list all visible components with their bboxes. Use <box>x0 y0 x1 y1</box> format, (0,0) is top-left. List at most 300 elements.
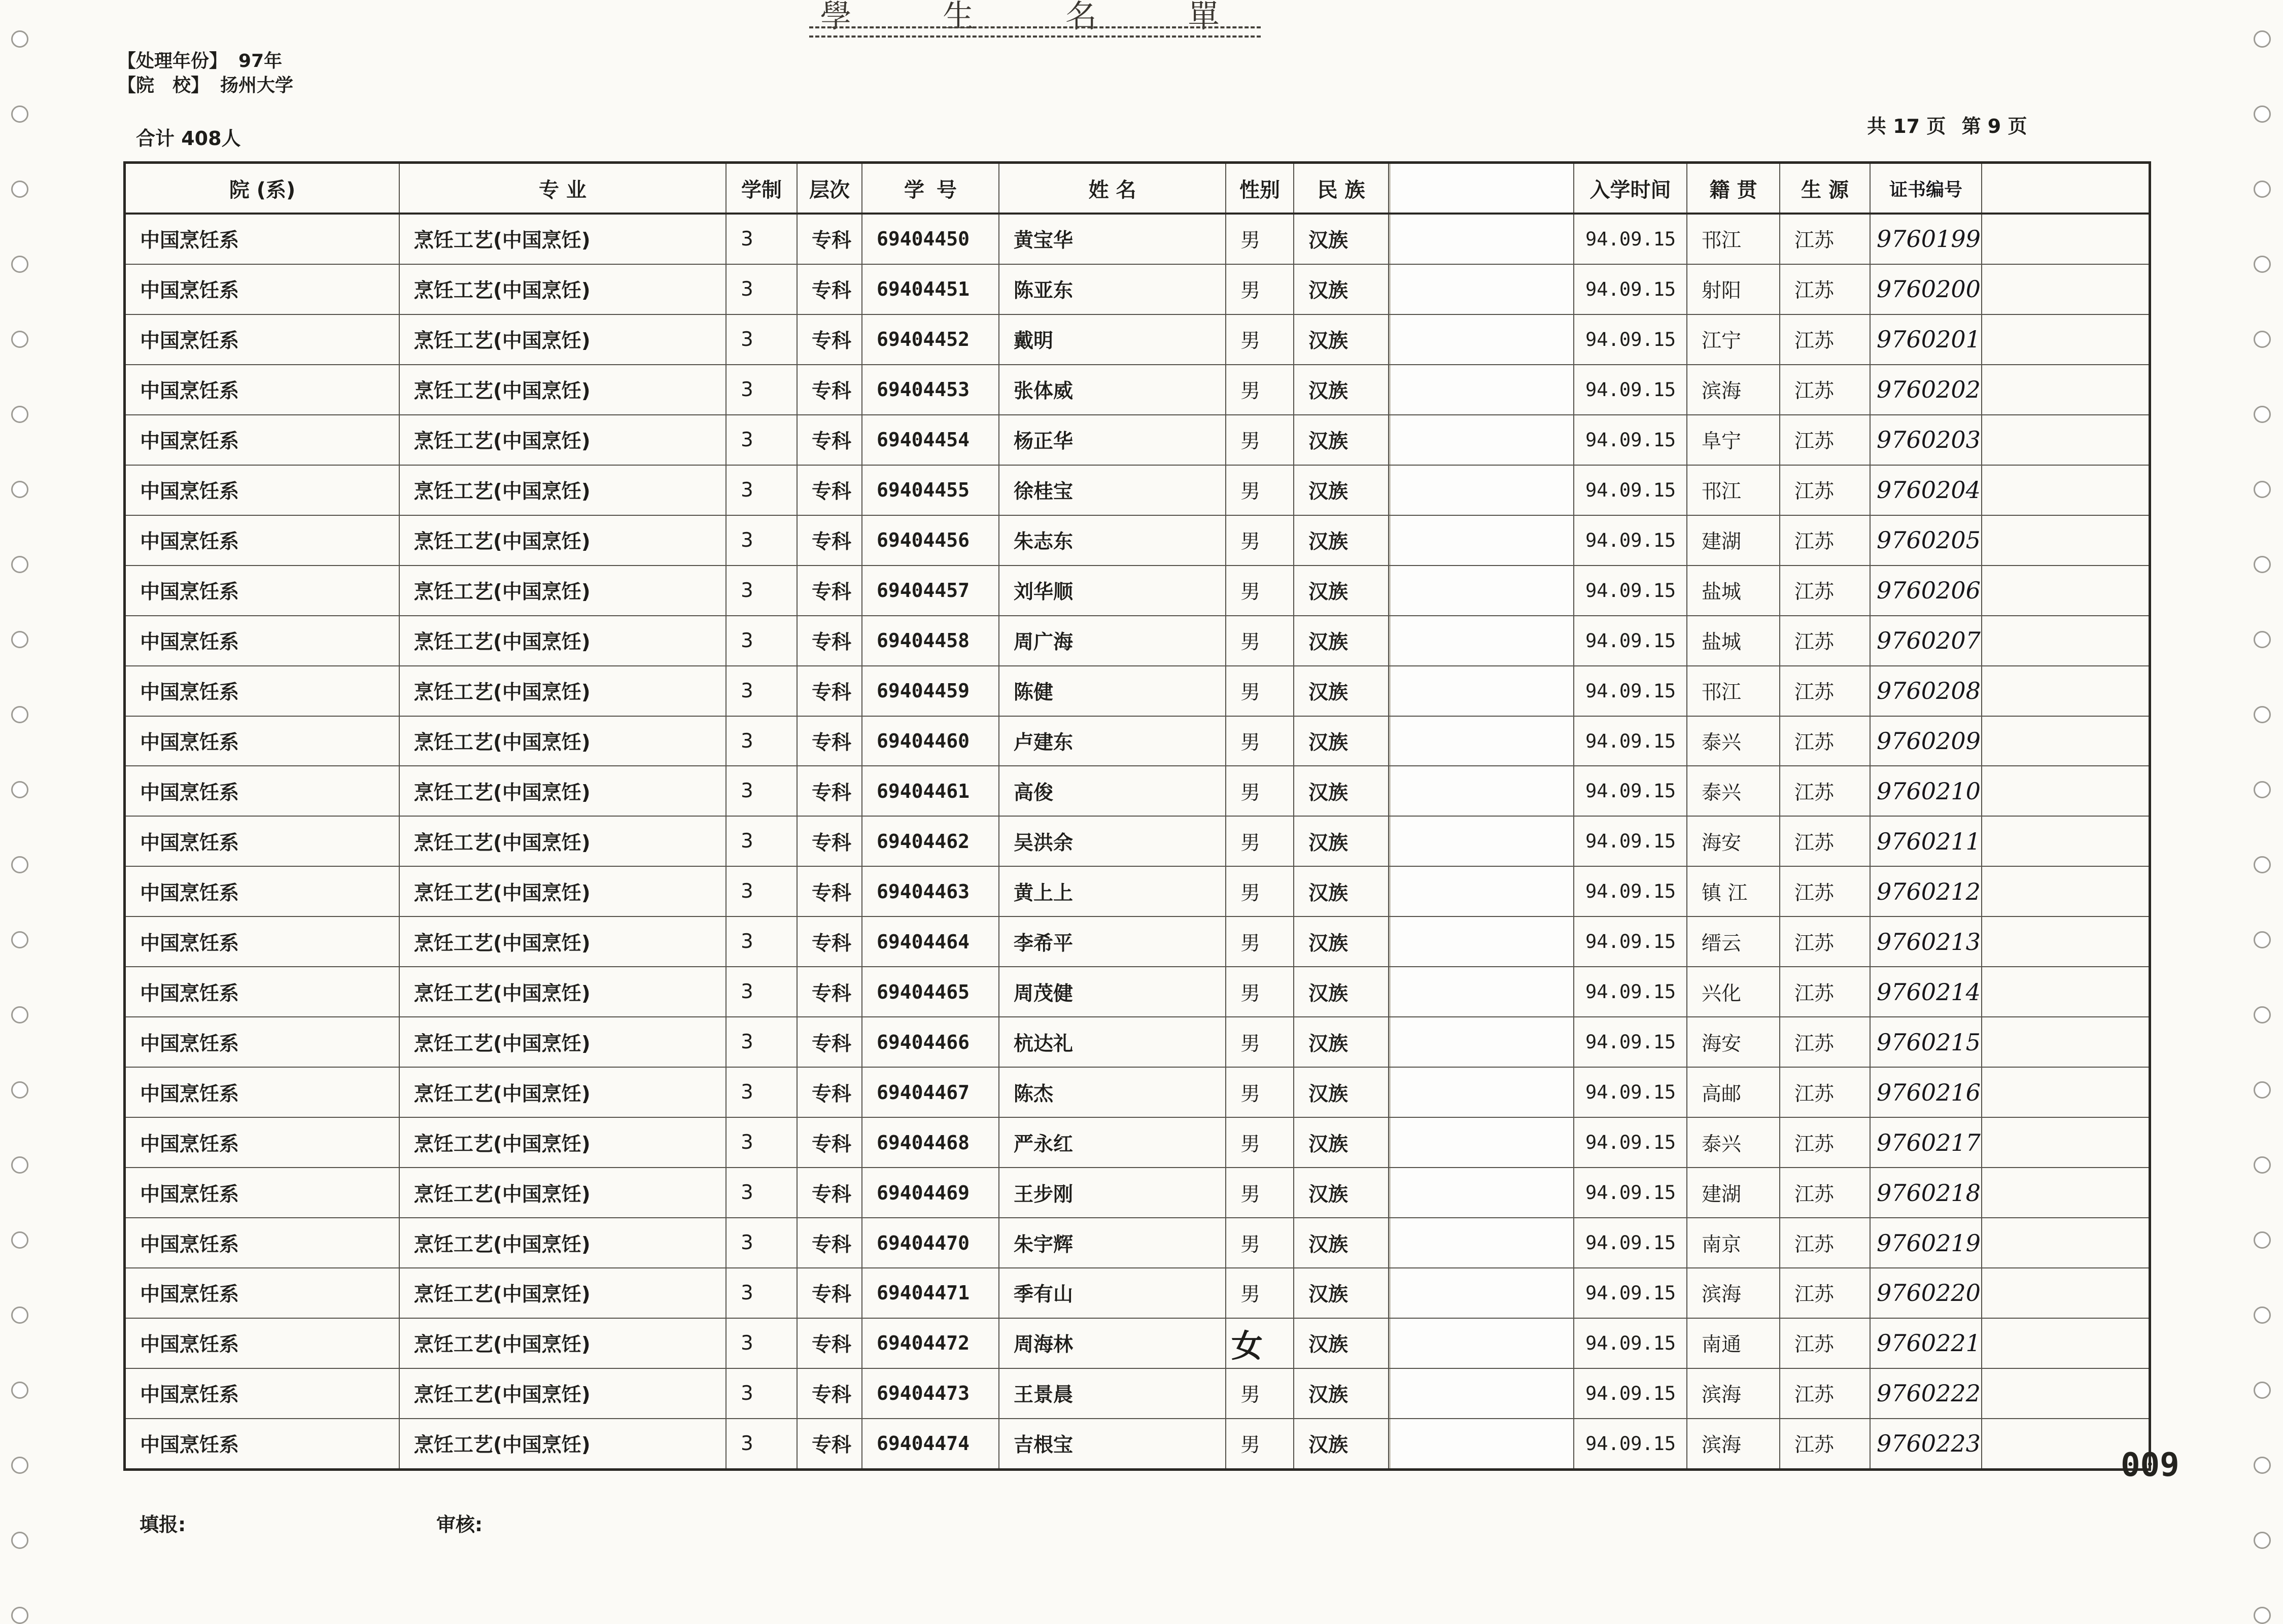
cell-name: 陈健 <box>999 666 1226 716</box>
cell-student-id: 69404470 <box>862 1218 999 1267</box>
cell-origin: 江苏 <box>1780 967 1871 1016</box>
cell-spare <box>1982 616 2149 665</box>
cell-enroll-date: 94.09.15 <box>1574 1168 1687 1217</box>
cell-origin: 江苏 <box>1780 867 1871 916</box>
cell-cert-no: 9760223 <box>1871 1419 1982 1468</box>
cell-name: 卢建东 <box>999 717 1226 766</box>
feed-hole <box>2254 556 2271 573</box>
cell-cert-no: 9760215 <box>1871 1017 1982 1067</box>
cell-student-id: 69404453 <box>862 365 999 414</box>
feed-hole <box>2254 1307 2271 1324</box>
feed-hole <box>11 706 28 723</box>
cell-ethnicity: 汉族 <box>1294 466 1389 515</box>
feed-hole <box>2254 30 2271 48</box>
cell-duration: 3 <box>727 917 798 966</box>
cell-dept: 中国烹饪系 <box>126 365 400 414</box>
cell-student-id: 69404464 <box>862 917 999 966</box>
cell-origin: 江苏 <box>1780 1268 1871 1318</box>
cell-ethnicity: 汉族 <box>1294 717 1389 766</box>
feed-hole <box>2254 256 2271 273</box>
cell-dept: 中国烹饪系 <box>126 1319 400 1368</box>
cell-ethnicity: 汉族 <box>1294 1268 1389 1318</box>
feed-hole <box>11 781 28 798</box>
cell-student-id: 69404474 <box>862 1419 999 1468</box>
cell-origin: 江苏 <box>1780 817 1871 866</box>
cell-dept: 中国烹饪系 <box>126 917 400 966</box>
cell-major: 烹饪工艺(中国烹饪) <box>400 466 727 515</box>
cell-duration: 3 <box>727 616 798 665</box>
cell-student-id: 69404458 <box>862 616 999 665</box>
cell-spare <box>1982 215 2149 264</box>
cell-spare <box>1982 1017 2149 1067</box>
cell-duration: 3 <box>727 1017 798 1067</box>
cell-gender: 男 <box>1226 717 1294 766</box>
cell-cert-no: 9760210 <box>1871 766 1982 816</box>
cell-name: 周广海 <box>999 616 1226 665</box>
header-major: 专 业 <box>400 164 727 213</box>
cell-cert-no: 9760203 <box>1871 415 1982 465</box>
table-row <box>126 1017 2149 1068</box>
cell-ethnicity: 汉族 <box>1294 616 1389 665</box>
cell-level: 专科 <box>798 817 862 866</box>
cell-name: 高俊 <box>999 766 1226 816</box>
cell-level: 专科 <box>798 365 862 414</box>
cell-student-id: 69404471 <box>862 1268 999 1318</box>
cell-blank <box>1389 616 1574 665</box>
cell-cert-no: 9760213 <box>1871 917 1982 966</box>
feed-hole <box>2254 1231 2271 1249</box>
feed-hole <box>11 181 28 198</box>
cell-name: 季有山 <box>999 1268 1226 1318</box>
cell-gender: 男 <box>1226 415 1294 465</box>
feed-hole <box>2254 931 2271 948</box>
cell-enroll-date: 94.09.15 <box>1574 1017 1687 1067</box>
table-row <box>126 867 2149 917</box>
cell-dept: 中国烹饪系 <box>126 315 400 364</box>
feed-hole <box>2254 1532 2271 1549</box>
cell-blank <box>1389 1319 1574 1368</box>
cell-dept: 中国烹饪系 <box>126 1218 400 1267</box>
cell-student-id: 69404454 <box>862 415 999 465</box>
cell-gender: 男 <box>1226 516 1294 565</box>
cell-name: 周茂健 <box>999 967 1226 1016</box>
table-row <box>126 766 2149 817</box>
cell-major: 烹饪工艺(中国烹饪) <box>400 265 727 314</box>
cell-native-place: 海安 <box>1687 817 1780 866</box>
year-label: 【处理年份】 <box>118 51 228 72</box>
cell-duration: 3 <box>727 1419 798 1468</box>
cell-ethnicity: 汉族 <box>1294 415 1389 465</box>
cell-duration: 3 <box>727 1068 798 1117</box>
cell-enroll-date: 94.09.15 <box>1574 1118 1687 1167</box>
cell-dept: 中国烹饪系 <box>126 215 400 264</box>
cell-enroll-date: 94.09.15 <box>1574 365 1687 414</box>
table-row <box>126 967 2149 1017</box>
cell-name: 杭达礼 <box>999 1017 1226 1067</box>
cell-ethnicity: 汉族 <box>1294 265 1389 314</box>
cell-gender: 男 <box>1226 315 1294 364</box>
header-spare <box>1982 164 2149 213</box>
cell-major: 烹饪工艺(中国烹饪) <box>400 1319 727 1368</box>
cell-spare <box>1982 1268 2149 1318</box>
cell-enroll-date: 94.09.15 <box>1574 867 1687 916</box>
cell-dept: 中国烹饪系 <box>126 1017 400 1067</box>
header-ethnicity: 民 族 <box>1294 164 1389 213</box>
cell-blank <box>1389 215 1574 264</box>
cell-ethnicity: 汉族 <box>1294 867 1389 916</box>
cell-ethnicity: 汉族 <box>1294 315 1389 364</box>
cell-native-place: 盐城 <box>1687 566 1780 615</box>
cell-native-place: 滨海 <box>1687 1419 1780 1468</box>
cell-duration: 3 <box>727 817 798 866</box>
feed-hole <box>2254 1081 2271 1099</box>
cell-duration: 3 <box>727 265 798 314</box>
school-label: 【院 校】 <box>118 75 210 96</box>
cell-dept: 中国烹饪系 <box>126 666 400 716</box>
cell-dept: 中国烹饪系 <box>126 415 400 465</box>
cell-major: 烹饪工艺(中国烹饪) <box>400 867 727 916</box>
cell-native-place: 泰兴 <box>1687 717 1780 766</box>
feed-hole <box>11 856 28 873</box>
feed-hole <box>11 1081 28 1099</box>
header-enroll-date: 入学时间 <box>1574 164 1687 213</box>
cell-origin: 江苏 <box>1780 1068 1871 1117</box>
table-row <box>126 466 2149 516</box>
cell-duration: 3 <box>727 1218 798 1267</box>
cell-ethnicity: 汉族 <box>1294 917 1389 966</box>
cell-native-place: 邗江 <box>1687 466 1780 515</box>
cell-student-id: 69404456 <box>862 516 999 565</box>
cell-level: 专科 <box>798 666 862 716</box>
table-row <box>126 616 2149 666</box>
cell-blank <box>1389 666 1574 716</box>
cell-level: 专科 <box>798 616 862 665</box>
cell-origin: 江苏 <box>1780 1118 1871 1167</box>
cell-ethnicity: 汉族 <box>1294 516 1389 565</box>
cell-name: 朱志东 <box>999 516 1226 565</box>
cell-student-id: 69404469 <box>862 1168 999 1217</box>
cell-student-id: 69404459 <box>862 666 999 716</box>
cell-blank <box>1389 917 1574 966</box>
cell-major: 烹饪工艺(中国烹饪) <box>400 1268 727 1318</box>
folio-number: 009 <box>2121 1446 2180 1484</box>
header-blank <box>1389 164 1574 213</box>
cell-ethnicity: 汉族 <box>1294 365 1389 414</box>
cell-native-place: 滨海 <box>1687 365 1780 414</box>
cell-spare <box>1982 1068 2149 1117</box>
header-student-id: 学 号 <box>862 164 999 213</box>
cell-enroll-date: 94.09.15 <box>1574 616 1687 665</box>
cell-native-place: 泰兴 <box>1687 766 1780 816</box>
cell-cert-no: 9760220 <box>1871 1268 1982 1318</box>
cell-student-id: 69404462 <box>862 817 999 866</box>
cell-origin: 江苏 <box>1780 466 1871 515</box>
cell-blank <box>1389 415 1574 465</box>
cell-blank <box>1389 1369 1574 1418</box>
cell-gender: 男 <box>1226 1017 1294 1067</box>
cell-level: 专科 <box>798 415 862 465</box>
table-row <box>126 1168 2149 1218</box>
table-row <box>126 265 2149 315</box>
cell-student-id: 69404452 <box>862 315 999 364</box>
cell-name: 吉根宝 <box>999 1419 1226 1468</box>
cell-major: 烹饪工艺(中国烹饪) <box>400 215 727 264</box>
cell-major: 烹饪工艺(中国烹饪) <box>400 1419 727 1468</box>
cell-name: 吴洪余 <box>999 817 1226 866</box>
table-row <box>126 1218 2149 1268</box>
cell-spare <box>1982 365 2149 414</box>
feed-hole <box>2254 1607 2271 1624</box>
cell-blank <box>1389 1118 1574 1167</box>
cell-spare <box>1982 717 2149 766</box>
cell-native-place: 兴化 <box>1687 967 1780 1016</box>
feed-hole <box>2254 105 2271 123</box>
cell-level: 专科 <box>798 917 862 966</box>
table-row <box>126 1419 2149 1468</box>
tractor-feed-right <box>2247 30 2278 1579</box>
cell-dept: 中国烹饪系 <box>126 1068 400 1117</box>
cell-ethnicity: 汉族 <box>1294 1118 1389 1167</box>
cell-native-place: 南京 <box>1687 1218 1780 1267</box>
cell-ethnicity: 汉族 <box>1294 215 1389 264</box>
cell-origin: 江苏 <box>1780 415 1871 465</box>
cell-duration: 3 <box>727 365 798 414</box>
cell-ethnicity: 汉族 <box>1294 817 1389 866</box>
cell-enroll-date: 94.09.15 <box>1574 215 1687 264</box>
feed-hole <box>11 1231 28 1249</box>
cell-major: 烹饪工艺(中国烹饪) <box>400 616 727 665</box>
cell-blank <box>1389 717 1574 766</box>
cell-duration: 3 <box>727 1369 798 1418</box>
cell-duration: 3 <box>727 1319 798 1368</box>
table-row <box>126 415 2149 466</box>
cell-level: 专科 <box>798 1068 862 1117</box>
feed-hole <box>2254 1382 2271 1399</box>
cell-ethnicity: 汉族 <box>1294 666 1389 716</box>
feed-hole <box>2254 631 2271 648</box>
cell-enroll-date: 94.09.15 <box>1574 1369 1687 1418</box>
cell-student-id: 69404468 <box>862 1118 999 1167</box>
cell-enroll-date: 94.09.15 <box>1574 315 1687 364</box>
cell-student-id: 69404472 <box>862 1319 999 1368</box>
cell-dept: 中国烹饪系 <box>126 967 400 1016</box>
feed-hole <box>11 481 28 498</box>
table-header-row <box>126 164 2149 215</box>
cell-cert-no: 9760202 <box>1871 365 1982 414</box>
cell-ethnicity: 汉族 <box>1294 766 1389 816</box>
header-dept: 院 (系) <box>126 164 400 213</box>
cell-major: 烹饪工艺(中国烹饪) <box>400 1017 727 1067</box>
cell-name: 戴明 <box>999 315 1226 364</box>
cell-spare <box>1982 1369 2149 1418</box>
cell-blank <box>1389 365 1574 414</box>
cell-student-id: 69404465 <box>862 967 999 1016</box>
cell-student-id: 69404455 <box>862 466 999 515</box>
cell-cert-no: 9760207 <box>1871 616 1982 665</box>
page-info <box>1867 111 2036 138</box>
header-name: 姓 名 <box>999 164 1226 213</box>
cell-ethnicity: 汉族 <box>1294 1168 1389 1217</box>
cell-origin: 江苏 <box>1780 666 1871 716</box>
cell-name: 王景晨 <box>999 1369 1226 1418</box>
cell-gender: 男 <box>1226 1268 1294 1318</box>
cell-cert-no: 9760209 <box>1871 717 1982 766</box>
cell-major: 烹饪工艺(中国烹饪) <box>400 516 727 565</box>
cell-name: 王步刚 <box>999 1168 1226 1217</box>
cell-level: 专科 <box>798 1319 862 1368</box>
cell-major: 烹饪工艺(中国烹饪) <box>400 1218 727 1267</box>
cell-blank <box>1389 1017 1574 1067</box>
feed-hole <box>11 1457 28 1474</box>
feed-hole <box>2254 706 2271 723</box>
feed-hole <box>11 406 28 423</box>
cell-student-id: 69404463 <box>862 867 999 916</box>
cell-major: 烹饪工艺(中国烹饪) <box>400 566 727 615</box>
cell-level: 专科 <box>798 1168 862 1217</box>
feed-hole <box>2254 1457 2271 1474</box>
cell-spare <box>1982 666 2149 716</box>
cell-student-id: 69404467 <box>862 1068 999 1117</box>
feed-hole <box>2254 781 2271 798</box>
cell-cert-no: 9760212 <box>1871 867 1982 916</box>
cell-level: 专科 <box>798 1218 862 1267</box>
cell-origin: 江苏 <box>1780 315 1871 364</box>
cell-gender: 男 <box>1226 817 1294 866</box>
feed-hole <box>11 1006 28 1023</box>
cell-dept: 中国烹饪系 <box>126 265 400 314</box>
cell-name: 张体威 <box>999 365 1226 414</box>
cell-origin: 江苏 <box>1780 265 1871 314</box>
cell-native-place: 滨海 <box>1687 1369 1780 1418</box>
footer-review-label: 审核: <box>436 1513 483 1536</box>
cell-cert-no: 9760217 <box>1871 1118 1982 1167</box>
cell-level: 专科 <box>798 566 862 615</box>
cell-enroll-date: 94.09.15 <box>1574 1419 1687 1468</box>
cell-cert-no: 9760208 <box>1871 666 1982 716</box>
title-underline <box>809 26 1261 38</box>
cell-spare <box>1982 967 2149 1016</box>
cell-level: 专科 <box>798 315 862 364</box>
year-line <box>118 47 282 73</box>
cell-duration: 3 <box>727 766 798 816</box>
table-row <box>126 315 2149 365</box>
cell-major: 烹饪工艺(中国烹饪) <box>400 1118 727 1167</box>
cell-ethnicity: 汉族 <box>1294 967 1389 1016</box>
cell-origin: 江苏 <box>1780 1168 1871 1217</box>
cell-student-id: 69404457 <box>862 566 999 615</box>
cell-major: 烹饪工艺(中国烹饪) <box>400 817 727 866</box>
cell-origin: 江苏 <box>1780 616 1871 665</box>
cell-origin: 江苏 <box>1780 1218 1871 1267</box>
cell-enroll-date: 94.09.15 <box>1574 666 1687 716</box>
pages-total: 共 17 页 <box>1867 115 1946 137</box>
cell-blank <box>1389 1419 1574 1468</box>
cell-origin: 江苏 <box>1780 1369 1871 1418</box>
cell-name: 徐桂宝 <box>999 466 1226 515</box>
cell-cert-no: 9760211 <box>1871 817 1982 866</box>
feed-hole <box>11 256 28 273</box>
cell-name: 朱宇辉 <box>999 1218 1226 1267</box>
cell-gender: 男 <box>1226 666 1294 716</box>
cell-blank <box>1389 315 1574 364</box>
table-row <box>126 1268 2149 1319</box>
cell-cert-no: 9760218 <box>1871 1168 1982 1217</box>
cell-dept: 中国烹饪系 <box>126 1118 400 1167</box>
cell-cert-no: 9760216 <box>1871 1068 1982 1117</box>
footer-fill-label: 填报: <box>140 1513 186 1536</box>
year-value: 97年 <box>238 51 283 72</box>
cell-ethnicity: 汉族 <box>1294 1068 1389 1117</box>
feed-hole <box>11 631 28 648</box>
cell-native-place: 缙云 <box>1687 917 1780 966</box>
cell-spare <box>1982 265 2149 314</box>
feed-hole <box>2254 481 2271 498</box>
cell-enroll-date: 94.09.15 <box>1574 466 1687 515</box>
cell-gender: 男 <box>1226 1118 1294 1167</box>
cell-cert-no: 9760201 <box>1871 315 1982 364</box>
cell-student-id: 69404450 <box>862 215 999 264</box>
cell-gender: 男 <box>1226 616 1294 665</box>
table-row <box>126 1319 2149 1369</box>
feed-hole <box>11 1382 28 1399</box>
table-row <box>126 566 2149 616</box>
cell-enroll-date: 94.09.15 <box>1574 766 1687 816</box>
cell-major: 烹饪工艺(中国烹饪) <box>400 1068 727 1117</box>
cell-blank <box>1389 566 1574 615</box>
school-line <box>118 71 293 97</box>
cell-duration: 3 <box>727 666 798 716</box>
cell-enroll-date: 94.09.15 <box>1574 817 1687 866</box>
cell-spare <box>1982 867 2149 916</box>
cell-enroll-date: 94.09.15 <box>1574 1268 1687 1318</box>
cell-blank <box>1389 1168 1574 1217</box>
cell-spare <box>1982 917 2149 966</box>
header-gender: 性别 <box>1226 164 1294 213</box>
cell-gender: 男 <box>1226 1419 1294 1468</box>
cell-name: 严永红 <box>999 1118 1226 1167</box>
cell-major: 烹饪工艺(中国烹饪) <box>400 315 727 364</box>
cell-name: 李希平 <box>999 917 1226 966</box>
cell-spare <box>1982 1168 2149 1217</box>
table-row <box>126 817 2149 867</box>
cell-native-place: 邗江 <box>1687 215 1780 264</box>
cell-student-id: 69404473 <box>862 1369 999 1418</box>
feed-hole <box>11 105 28 123</box>
cell-gender: 女 <box>1226 1319 1294 1368</box>
cell-level: 专科 <box>798 766 862 816</box>
cell-level: 专科 <box>798 466 862 515</box>
cell-dept: 中国烹饪系 <box>126 616 400 665</box>
cell-spare <box>1982 466 2149 515</box>
header-duration: 学制 <box>727 164 798 213</box>
cell-name: 周海林 <box>999 1319 1226 1368</box>
cell-gender: 男 <box>1226 1168 1294 1217</box>
cell-major: 烹饪工艺(中国烹饪) <box>400 967 727 1016</box>
cell-spare <box>1982 516 2149 565</box>
feed-hole <box>2254 1006 2271 1023</box>
cell-enroll-date: 94.09.15 <box>1574 917 1687 966</box>
cell-ethnicity: 汉族 <box>1294 1419 1389 1468</box>
cell-gender: 男 <box>1226 566 1294 615</box>
cell-cert-no: 9760205 <box>1871 516 1982 565</box>
cell-level: 专科 <box>798 1419 862 1468</box>
cell-gender: 男 <box>1226 265 1294 314</box>
cell-duration: 3 <box>727 1268 798 1318</box>
cell-native-place: 泰兴 <box>1687 1118 1780 1167</box>
cell-student-id: 69404461 <box>862 766 999 816</box>
cell-duration: 3 <box>727 315 798 364</box>
cell-native-place: 南通 <box>1687 1319 1780 1368</box>
